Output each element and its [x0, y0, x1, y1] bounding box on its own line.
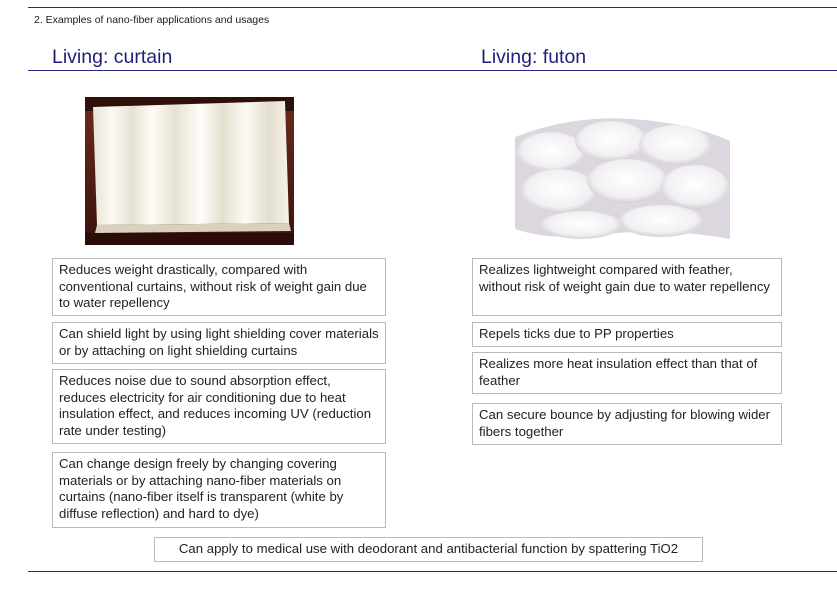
futon-point-3: Realizes more heat insulation effect than that of feather	[472, 352, 782, 394]
curtain-point-2: Can shield light by using light shielding cover materials or by attaching on light shielding curtains	[52, 322, 386, 364]
footer-note: Can apply to medical use with deodorant and antibacterial function by spattering TiO2	[154, 537, 703, 562]
futon-image	[511, 97, 734, 245]
heading-underline	[28, 70, 837, 71]
futon-point-1: Realizes lightweight compared with feather, without risk of weight gain due to water repellency	[472, 258, 782, 316]
curtain-point-3: Reduces noise due to sound absorption effect, reduces electricity for air conditioning due to heat insulation effect, and reduces incoming UV (reduction rate under testing)	[52, 369, 386, 444]
top-rule	[28, 7, 837, 8]
curtain-point-1: Reduces weight drastically, compared with conventional curtains, without risk of weight gain due to water repellency	[52, 258, 386, 316]
bottom-rule	[28, 571, 837, 572]
futon-point-2: Repels ticks due to PP properties	[472, 322, 782, 347]
futon-point-4: Can secure bounce by adjusting for blowing wider fibers together	[472, 403, 782, 445]
section-label: 2. Examples of nano-fiber applications and usages	[34, 14, 270, 26]
futon-illustration	[511, 97, 734, 245]
left-heading: Living: curtain	[52, 46, 173, 68]
right-heading: Living: futon	[481, 46, 587, 68]
curtain-image	[85, 97, 294, 245]
curtain-illustration	[85, 97, 294, 245]
curtain-point-4: Can change design freely by changing covering materials or by attaching nano-fiber materials on curtains (nano-fiber itself is transparent (white by diffuse reflection) and hard to dye)	[52, 452, 386, 528]
